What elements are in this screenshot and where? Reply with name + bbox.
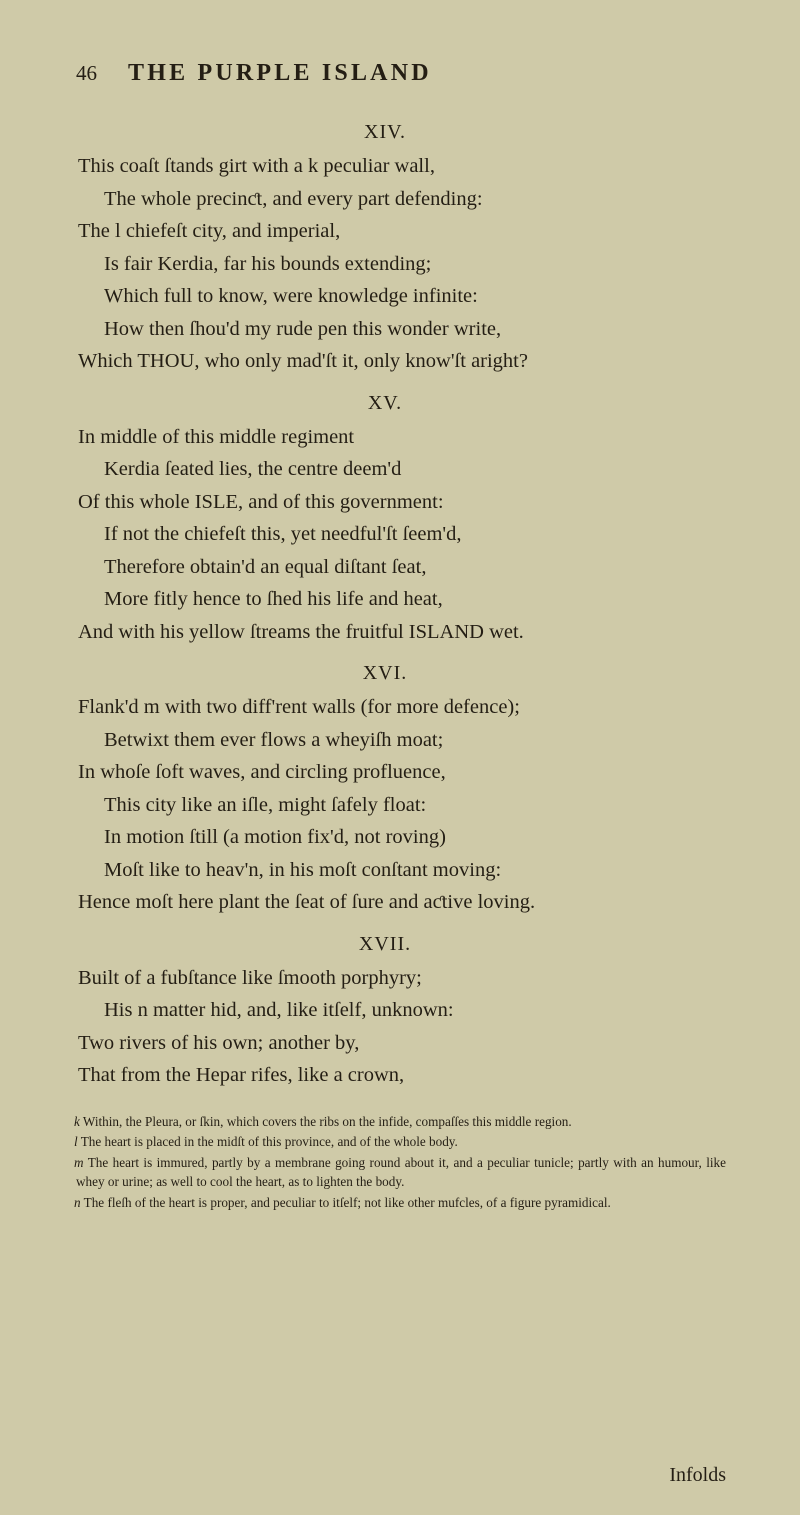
section-number-xvii: XVII.	[358, 932, 412, 955]
verse-line: His n matter hid, and, like itſelf, unknown:	[104, 999, 454, 1021]
footnote-text: Within, the Pleura, or ſkin, which covers the ribs on the infide, compaſſes this middle region.	[82, 1113, 572, 1129]
verse-line: The l chiefeſt city, and imperial,	[78, 220, 341, 242]
footnote-text: The fleſh of the heart is proper, and peculiar to itſelf; not like other mufcles, of a figure pyramidical.	[83, 1194, 611, 1210]
footnote-mark: l	[74, 1134, 78, 1149]
verse-line: This coaſt ſtands girt with a k peculiar wall,	[78, 155, 435, 177]
catchword: Infolds	[669, 1464, 726, 1486]
verse-line: And with his yellow ſtreams the fruitful ISLAND wet.	[78, 620, 524, 643]
verse-line: Kerdia ſeated lies, the centre deem'd	[104, 458, 402, 480]
verse-line: Betwixt them ever flows a wheyiſh moat;	[104, 728, 444, 751]
footnotes	[74, 1112, 726, 1213]
stanza-xiv	[74, 150, 726, 378]
verse-line: Built of a fubſtance like ſmooth porphyry;	[78, 966, 422, 989]
footnote-mark: n	[74, 1194, 81, 1210]
verse-line: Is fair Kerdia, far his bounds extending;	[104, 252, 432, 275]
running-title: THE PURPLE ISLAND	[128, 60, 432, 86]
verse-line: In whoſe ſoft waves, and circling profluence,	[78, 761, 446, 783]
verse-line: More fitly hence to ſhed his life and heat,	[104, 588, 443, 610]
verse-line: If not the chiefeſt this, yet needful'ſt ſeem'd,	[104, 523, 462, 545]
verse-line: Hence moſt here plant the ſeat of ſure and aƈtive loving.	[78, 891, 536, 913]
footnote-mark: m	[74, 1154, 84, 1170]
footnote	[74, 1132, 726, 1152]
footnote	[74, 1153, 726, 1192]
verse-line: The whole precinƈt, and every part defending:	[104, 187, 483, 210]
footnote-mark: k	[74, 1113, 80, 1129]
verse-line: Of this whole ISLE, and of this government:	[78, 490, 444, 513]
footnote-text: The heart is immured, partly by a membrane going round about it, and a peculiar tunicle; partly with an humour, like whey or urine; as well to cool the heart, as to lighten the body.	[76, 1154, 726, 1189]
verse-line: That from the Hepar rifes, like a crown,	[78, 1064, 405, 1086]
verse-line: Flank'd m with two diff'rent walls (for more defence);	[78, 696, 520, 718]
verse-line: Which THOU, who only mad'ſt it, only know'ſt aright?	[78, 350, 528, 372]
verse-line: In middle of this middle regiment	[78, 425, 355, 448]
footnote-text: The heart is placed in the midſt of this province, and of the whole body.	[80, 1134, 458, 1149]
section-number-xiv: XIV.	[364, 121, 406, 143]
stanza-xvi	[74, 691, 726, 919]
section-number-xvi: XVI.	[362, 662, 408, 684]
page-number: 46	[76, 61, 97, 85]
stanza-xv	[74, 421, 726, 649]
verse-line: Two rivers of his own; another by,	[78, 1031, 360, 1054]
footnote	[74, 1193, 726, 1213]
verse-line: Therefore obtain'd an equal diſtant ſeat,	[104, 555, 427, 578]
footnote	[74, 1112, 726, 1132]
stanza-xvii	[74, 962, 726, 1092]
section-number-xv: XV.	[367, 391, 403, 414]
verse-line: Moſt like to heav'n, in his moſt conſtant moving:	[104, 858, 502, 881]
verse-line: This city like an iſle, might ſafely float:	[104, 793, 427, 816]
page-header	[74, 60, 726, 87]
verse-line: Which full to know, were knowledge infinite:	[104, 285, 478, 307]
verse-line: How then ſhou'd my rude pen this wonder write,	[104, 317, 502, 340]
verse-line: In motion ſtill (a motion fix'd, not roving)	[104, 826, 446, 848]
